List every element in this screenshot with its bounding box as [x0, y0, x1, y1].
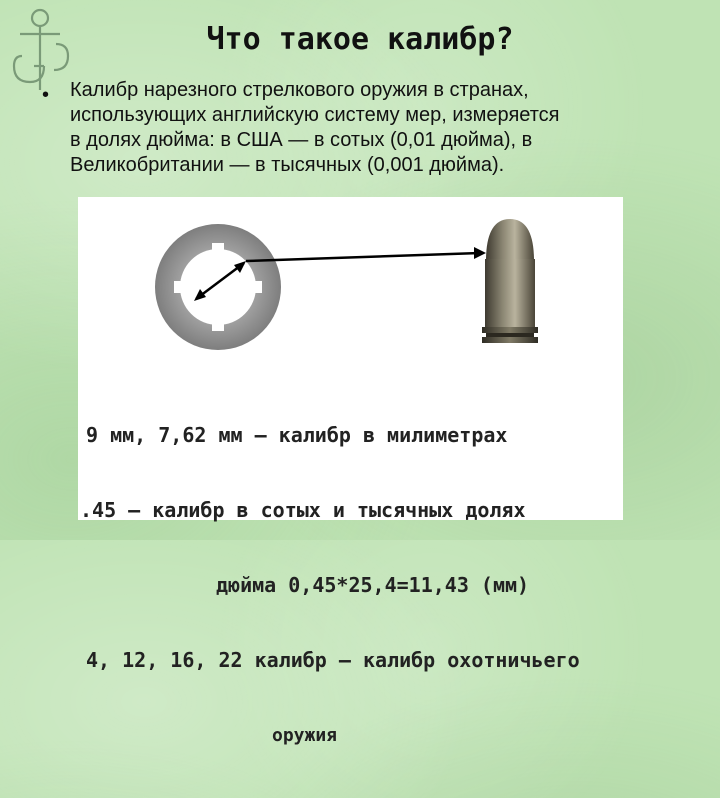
caption-line: 9 мм, 7,62 мм – калибр в милиметрах — [86, 423, 508, 447]
caption-line: оружия — [272, 725, 338, 746]
figure-caption — [80, 373, 621, 798]
caliber-diagram — [78, 197, 623, 372]
caption-line: .45 – калибр в сотых и тысячных долях — [80, 498, 526, 522]
body-paragraph — [70, 78, 715, 178]
caption-line: 4, 12, 16, 22 калибр – калибр охотничьего — [86, 648, 580, 672]
caliber-figure — [78, 197, 623, 746]
bullet-marker: • — [42, 84, 50, 106]
page-title: Что такое калибр? — [206, 22, 514, 57]
body-line: Калибр нарезного стрелкового оружия в странах, — [70, 79, 529, 101]
body-line: использующих английскую систему мер, измеряется — [70, 104, 560, 126]
body-line: в долях дюйма: в США — в сотых (0,01 дюйма), в — [70, 129, 533, 151]
body-line: Великобритании — в тысячных (0,001 дюйма). — [70, 154, 505, 176]
bullet-cartridge-icon — [482, 219, 538, 343]
caption-line: дюйма 0,45*25,4=11,43 (мм) — [216, 573, 530, 597]
barrel-bore-icon — [155, 224, 281, 350]
